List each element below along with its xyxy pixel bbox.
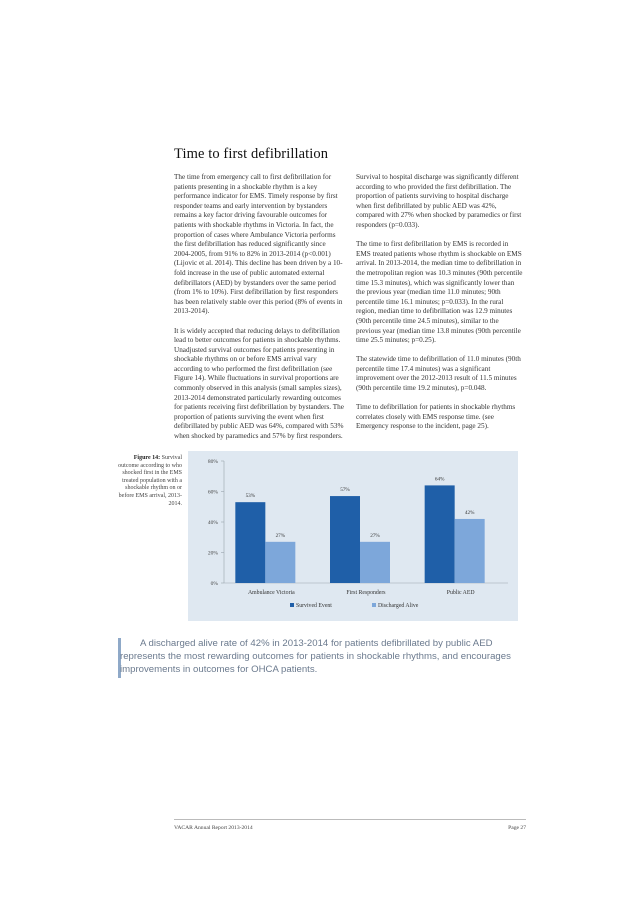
x-category-label: Ambulance Victoria: [247, 590, 295, 596]
x-category-label: Public AED: [446, 590, 475, 596]
paragraph: The time from emergency call to first defibrillation for patients presenting in a shockable rhythm is a key performance indicator for EMS. Timely response by first responder teams and early intervention by bystanders remains a key factor driving favourable outcomes for patients with shockable rhythms in Victoria. In fact, the proportion of cases where Ambulance Victoria performs the first defibrillation has reduced significantly since 2004-2005, from 91% to 82% in 2013-2014 (p<0.001) (Lijovic et al. 2014). This decline has been driven by a 10-fold increase in the use of public automated external defibrillators (AED) by bystanders over the same period (from 1% to 10%). First defibrillation by first responders has been relatively stable over this period (8% of events in 2013-2014).: [174, 173, 343, 316]
legend-label: Discharged Alive: [378, 603, 419, 609]
paragraph: It is widely accepted that reducing delays to defibrillation lead to better outcomes for patients in shockable rhythms. Unadjusted survival outcomes for patients presenting in shockable rhythms on or before EMS arrival vary according to who performed the first defibrillation (see Figure 14). While fluctuations in survival proportions are commonly observed in this analysis (small samples sizes), 2013-2014 demonstrated particularly rewarding outcomes for patients receiving first defibrillation by bystanders. The proportion of patients surviving the event when first defibrillated by public AED was 64%, compared with 53% when shocked by paramedics and 57% by first responders.: [174, 326, 344, 441]
bar-discharged-alive: [360, 542, 390, 583]
paragraph: Time to defibrillation for patients in shockable rhythms correlates closely with EMS response time. (see Emergency response to the incident, page 25).: [356, 403, 516, 431]
bar-data-label: 53%: [245, 493, 256, 500]
right-column: [356, 173, 524, 442]
y-tick-label: 0%: [210, 581, 218, 587]
pull-quote-text: A discharged alive rate of 42% in 2013-2014 for patients defibrillated by public AED represents the most rewarding outcomes for patients in shockable rhythms, and encourages improvements in outcomes for OHCA patients.: [120, 638, 511, 675]
paragraph: The statewide time to defibrillation of 11.0 minutes (90th percentile time 17.4 minutes) was a significant improvement over the 2012-2013 result of 11.5 minutes (90th percentile time 19.2 minutes), p=0.048.: [356, 355, 521, 393]
x-category-label: First Responders: [346, 590, 386, 596]
bar-data-label: 64%: [434, 476, 445, 483]
bar-survived-event: [330, 496, 360, 583]
paragraph: Survival to hospital discharge was significantly different according to who provided the first defibrillation. The proportion of patients surviving to hospital discharge when first defibrillated by public AED was 42%, compared with 27% when shocked by paramedics or first responders (p=0.033).: [356, 173, 522, 229]
bar-discharged-alive: [265, 542, 295, 583]
left-column: [174, 173, 344, 451]
pull-quote: [120, 637, 520, 676]
bar-data-label: 27%: [275, 532, 286, 539]
legend-swatch: [290, 603, 294, 607]
survival-chart: [188, 451, 518, 621]
y-tick-label: 60%: [207, 489, 218, 496]
bar-data-label: 27%: [370, 532, 380, 539]
bar-data-label: 57%: [340, 487, 350, 494]
chart-svg: [188, 451, 518, 621]
page-title: Time to first defibrillation: [174, 146, 329, 162]
paragraph: The time to first defibrillation by EMS is recorded in EMS treated patients whose rhythm is shockable on EMS arrival. In 2013-2014, the median time to defibrillation in the metropolitan region was 10.3 minutes (90th percentile time 15.3 minutes), which was significantly lower than the previous year (median time 11.0 minutes; 90th percentile time 16.1 minutes; p=0.033). In the rural region, median time to defibrillation was 12.9 minutes (90th percentile time 24.5 minutes), similar to the previous year (median time 13.8 minutes (90th percentile time 25.5 minutes; p=0.25).: [356, 240, 523, 345]
legend-swatch: [372, 603, 376, 607]
legend-label: Survived Event: [296, 603, 332, 609]
y-tick-label: 20%: [207, 550, 218, 557]
footer-report-title: VACAR Annual Report 2013-2014: [174, 825, 253, 831]
bar-discharged-alive: [455, 519, 485, 583]
figure-caption-label: Figure 14:: [133, 455, 161, 461]
y-tick-label: 40%: [207, 520, 218, 526]
footer-divider: [174, 819, 526, 820]
y-tick-label: 80%: [207, 459, 218, 465]
figure-caption: [112, 455, 182, 508]
bar-survived-event: [235, 502, 265, 583]
bar-survived-event: [425, 485, 455, 583]
footer-page-number: Page 27: [508, 825, 526, 831]
figure-caption-text: Survival outcome according to who shocked first in the EMS treated population with a shockable rhythm on or before EMS arrival, 2013-2014.: [118, 455, 182, 507]
bar-data-label: 42%: [464, 509, 475, 516]
